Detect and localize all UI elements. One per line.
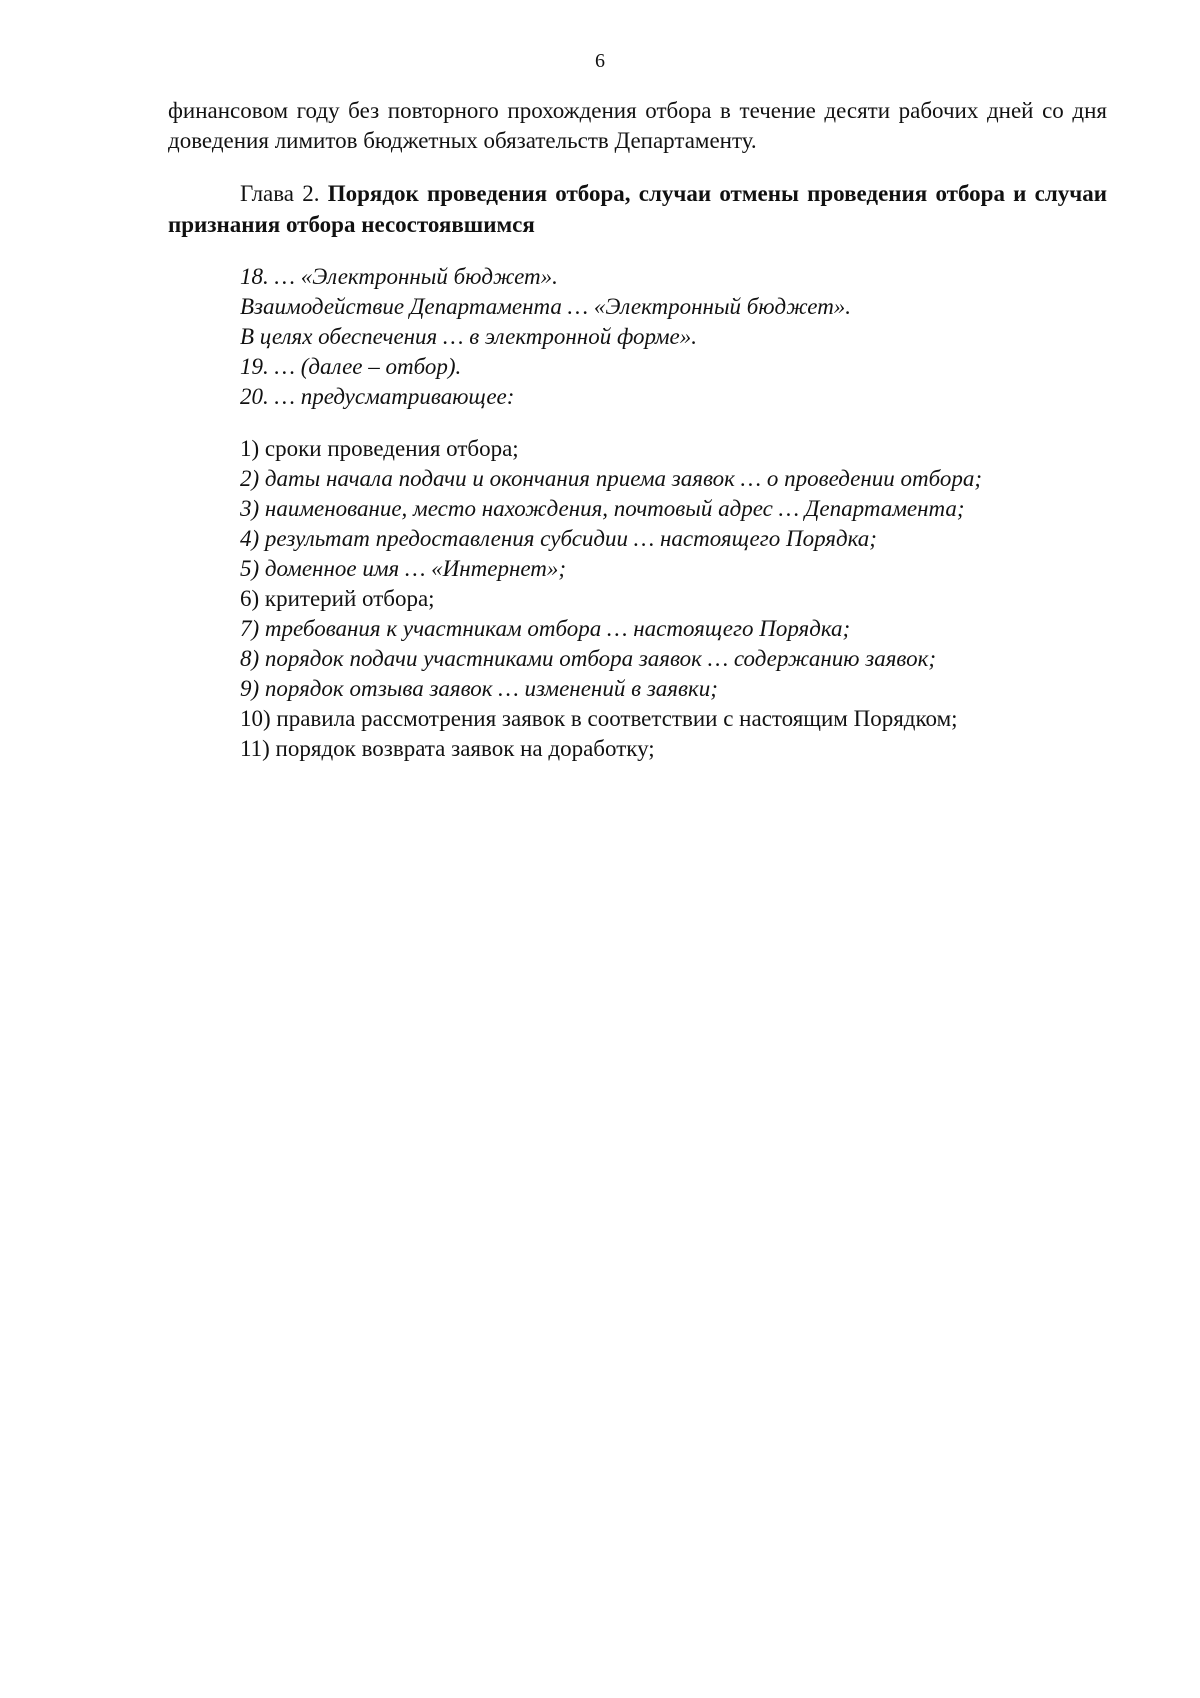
chapter-heading-text bbox=[168, 178, 1107, 240]
list-item: 2) даты начала подачи и окончания приема заявок … о проведении отбора; bbox=[240, 466, 983, 491]
list-item: 5) доменное имя … «Интернет»; bbox=[240, 556, 567, 581]
list-item: 7) требования к участникам отбора … настоящего Порядка; bbox=[240, 616, 851, 641]
chapter-label: Глава 2. bbox=[240, 181, 320, 206]
list-item: 1) сроки проведения отбора; bbox=[240, 436, 519, 461]
announcement-items bbox=[168, 434, 1107, 764]
main-paragraphs bbox=[168, 262, 1107, 412]
paragraph-access: В целях обеспечения … в электронной форме». bbox=[240, 324, 697, 349]
paragraph-interaction: Взаимодействие Департамента … «Электронный бюджет». bbox=[240, 294, 852, 319]
list-item: 8) порядок подачи участниками отбора заявок … содержанию заявок; bbox=[240, 646, 937, 671]
chapter-title: Порядок проведения отбора, случаи отмены проведения отбора и случаи признания отбора несостоявшимся bbox=[168, 181, 1107, 237]
list-item: 9) порядок отзыва заявок … изменений в заявки; bbox=[240, 676, 718, 701]
list-item: 6) критерий отбора; bbox=[240, 586, 435, 611]
list-item: 10) правила рассмотрения заявок в соответствии с настоящим Порядком; bbox=[240, 706, 958, 731]
continuation-text: финансовом году без повторного прохождения отбора в течение десяти рабочих дней со дня доведения лимитов бюджетных обязательств Департаменту. bbox=[168, 98, 1107, 153]
paragraph-19: 19. … (далее – отбор). bbox=[240, 354, 462, 379]
chapter-heading bbox=[168, 178, 1107, 240]
list-item: 11) порядок возврата заявок на доработку; bbox=[240, 736, 655, 761]
page-number: 6 bbox=[595, 50, 605, 72]
paragraph-20: 20. … предусматривающее: bbox=[240, 384, 515, 409]
document-content bbox=[168, 96, 1107, 786]
paragraph-18: 18. … «Электронный бюджет». bbox=[240, 264, 558, 289]
continuation-paragraph bbox=[168, 96, 1107, 156]
list-item: 3) наименование, место нахождения, почтовый адрес … Департамента; bbox=[240, 496, 965, 521]
list-item: 4) результат предоставления субсидии … настоящего Порядка; bbox=[240, 526, 877, 551]
